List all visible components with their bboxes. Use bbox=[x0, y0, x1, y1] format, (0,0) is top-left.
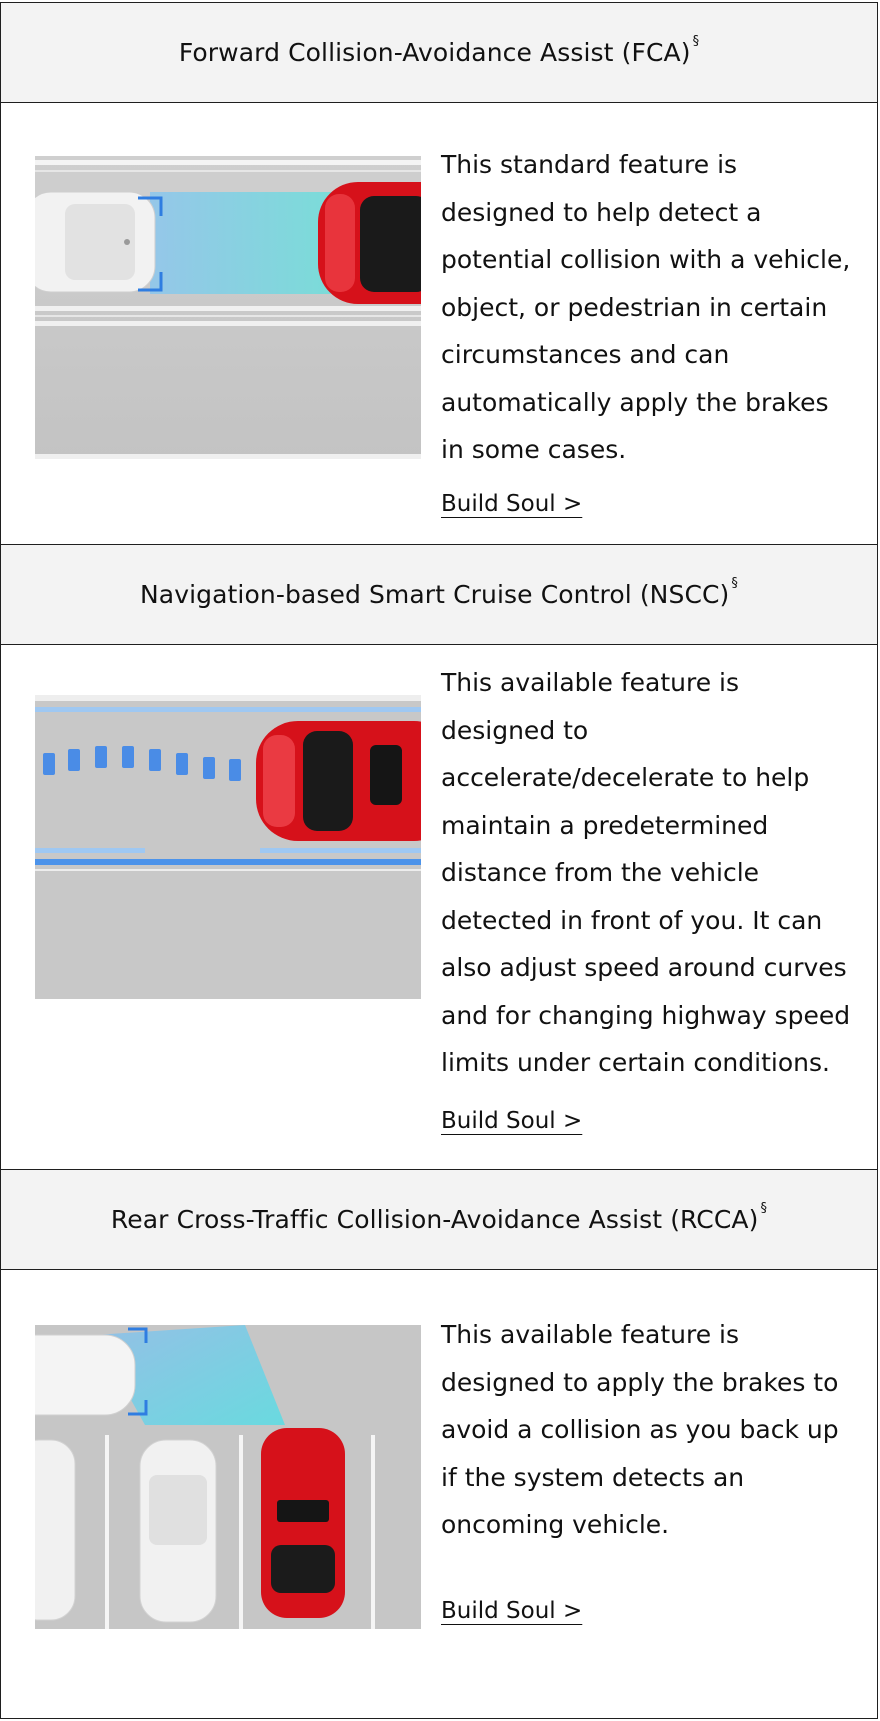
build-soul-link[interactable]: Build Soul > bbox=[441, 1108, 583, 1134]
white-car-icon bbox=[35, 192, 155, 292]
rcca-illustration bbox=[35, 1325, 421, 1629]
feature-section-fca bbox=[0, 2, 878, 547]
feature-section-nscc bbox=[0, 544, 878, 1172]
section-title: Rear Cross-Traffic Collision-Avoidance Assist (RCCA) § bbox=[110, 1201, 768, 1234]
build-soul-link[interactable]: Build Soul > bbox=[441, 491, 583, 517]
feature-description: This available feature is designed to accelerate/decelerate to help maintain a predetermined distance from the vehicle detected in front of you. It can also adjust speed around curves and for changing highway speed limits under certain conditions. bbox=[441, 668, 851, 1077]
nscc-illustration bbox=[35, 695, 421, 999]
section-title: Navigation-based Smart Cruise Control (NSCC) § bbox=[139, 576, 739, 609]
white-car-icon bbox=[35, 1335, 135, 1415]
feature-description: This standard feature is designed to help detect a potential collision with a vehicle, object, or pedestrian in certain circumstances and can automatically apply the brakes in some cases. bbox=[441, 150, 851, 464]
feature-section-rcca bbox=[0, 1169, 878, 1719]
section-title: Forward Collision-Avoidance Assist (FCA) § bbox=[178, 34, 700, 67]
fca-illustration bbox=[35, 156, 421, 459]
red-car-icon bbox=[256, 721, 421, 841]
build-soul-link[interactable]: Build Soul > bbox=[441, 1598, 583, 1624]
red-car-icon bbox=[318, 182, 421, 304]
feature-description: This available feature is designed to apply the brakes to avoid a collision as you back up if the system detects an oncoming vehicle. bbox=[441, 1320, 839, 1539]
red-car-icon bbox=[261, 1428, 345, 1618]
